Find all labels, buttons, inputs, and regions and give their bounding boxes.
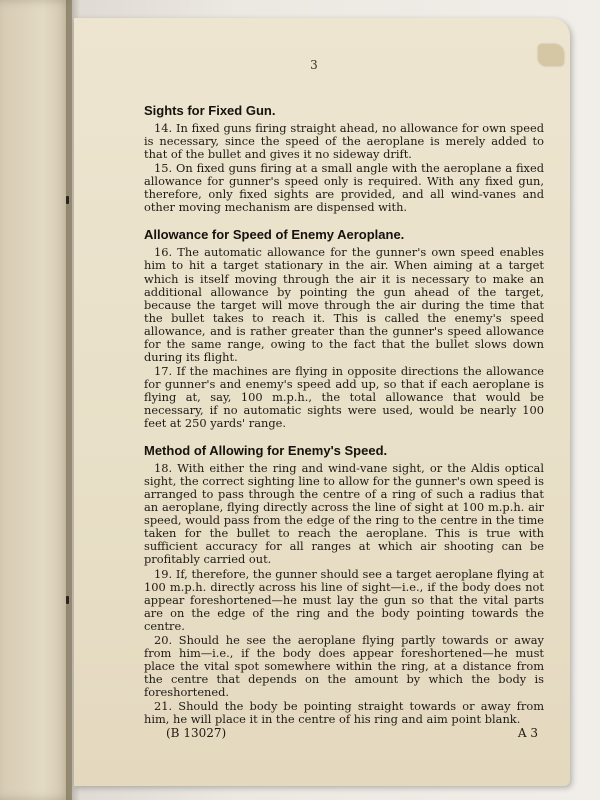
section-heading: Method of Allowing for Enemy's Speed. [144,443,388,459]
staple-mark [66,196,69,204]
paragraph-19: 19. If, therefore, the gunner should see a target aeroplane flying at 100 m.p.h. directly across his line of sight—i.e., if the body does not appear foreshortened—he must lay the gun so that the vital parts are on the edge of the ring and the body pointing towards the centre. [144,566,544,633]
staple-mark [66,596,69,604]
paragraph-14: 14. In fixed guns firing straight ahead, no allowance for own speed is necessary, since the speed of the aeroplane is merely added to that of the bullet and gives it no sideway drift. [144,121,544,162]
section-heading: Sights for Fixed Gun. [144,103,276,118]
section-sights-fixed-gun [144,104,544,214]
paragraph-16: 16. The automatic allowance for the gunner's own speed enables him to hit a target stationary in the air. When aiming at a target which is itself moving through the air it is necessary to make an additional allowance by pointing the gun ahead of the target, because the target will move through the air during the time that the bullet takes to reach it. This is called the enemy's speed allowance, and is rather greater than the gunner's speed allowance for the same range, owing to the fact that the bullet slows down during its flight. [144,245,544,364]
page-body [144,104,544,740]
paragraph-15: 15. On fixed guns firing at a small angle with the aeroplane a fixed allowance for gunner's speed only is required. With any fixed gun, therefore, only fixed sights are provided, and all wind-vanes and other moving mechanism are dispensed with. [144,161,544,215]
page-number: 3 [310,58,318,72]
paragraph-20: 20. Should he see the aeroplane flying partly towards or away from him—i.e., if the body does appear foreshortened—he must place the vital spot somewhere within the ring, at a distance from the centre that depends on the amount by which the body is foreshortened. [144,632,544,699]
paragraph-18: 18. With either the ring and wind-vane sight, or the Aldis optical sight, the correct sighting line to allow for the gunner's own speed is arranged to pass through the centre of a ring of such a radius that an aeroplane, flying directly across the line of sight at 100 m.p.h. air speed, would pass from the edge of the ring to the centre in the time taken for the bullet to reach the aeroplane. This is true with sufficient accuracy for all ranges at which air shooting can be profitably carried out. [144,461,544,567]
paragraph-21: 21. Should the body be pointing straight towards or away from him, he will place it in the centre of his ring and aim point blank. [144,698,544,727]
footer-signature-mark: A 3 [517,726,538,740]
section-heading: Allowance for Speed of Enemy Aeroplane. [144,227,405,243]
document-page [74,18,570,786]
footer-print-code: (B 13027) [166,726,227,740]
section-method-enemy-speed [144,444,544,726]
paragraph-17: 17. If the machines are flying in opposite directions the allowance for gunner's and enemy's speed add up, so that if each aeroplane is flying at, say, 100 m.p.h., the total allowance that would be necessary, if no automatic sights were used, would be nearly 100 feet at 250 yards' range. [144,363,544,431]
section-enemy-speed-allowance [144,228,544,430]
left-page-edge [0,0,72,800]
